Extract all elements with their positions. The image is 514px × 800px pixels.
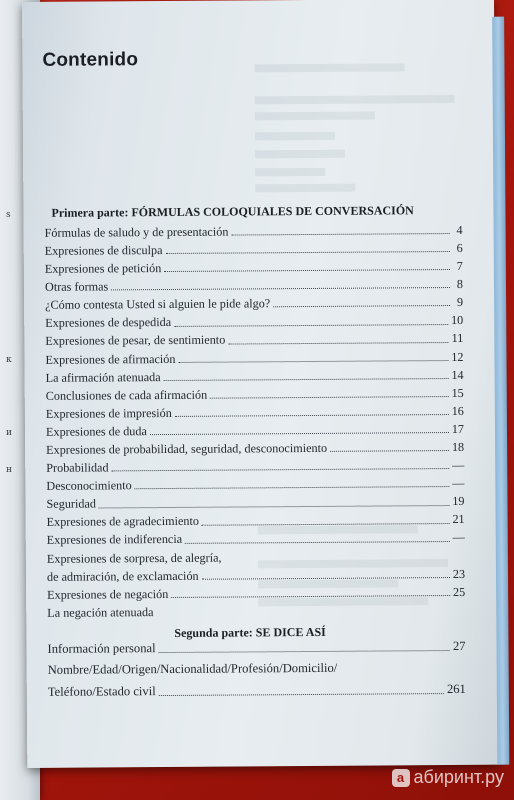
toc-entry-page: 10 [450,313,464,328]
toc-entry-page: 27 [452,638,466,653]
dot-leader [171,595,450,598]
toc-entry-label: Probabilidad [46,460,109,475]
toc-entry-page: 12 [451,349,464,364]
toc-entry-page: 18 [451,439,465,455]
toc-entry-label: Seguridad [46,496,96,512]
toc-entry-page: — [452,458,465,473]
dot-leader [185,541,449,544]
dot-leader [202,577,450,580]
back-page-mark: s [6,210,11,220]
toc-entry-page: 6 [456,240,463,255]
toc-entry-label: La afirmación atenuada [45,369,161,385]
toc-entry-page: 9 [456,295,464,310]
toc-entry-label: de admiración, de exclamación [46,568,199,584]
toc-entry [48,653,466,677]
dot-leader [112,468,450,471]
back-page-mark: и [6,428,12,438]
back-page-mark: к [6,355,12,365]
toc-entry-label: Expresiones de sorpresa, de alegría, [46,550,222,566]
toc-entry-label: Conclusiones de cada afirmación [45,387,208,403]
toc-entry-label: Fórmulas de saludo y de presentación [44,224,229,240]
dot-leader [159,693,444,696]
toc-entry-label: Expresiones de petición [44,261,162,276]
dot-leader [150,432,449,435]
toc-entry-label: Expresiones de indiferencia [46,532,183,548]
book-page [22,0,499,768]
page-title: Contenido [42,49,139,71]
dot-leader [178,360,448,363]
dot-leader [231,233,449,236]
dot-leader [228,342,448,345]
toc-entry-page: — [452,476,465,491]
toc-entry-page: 7 [456,259,463,274]
toc-entry-page: 4 [456,222,463,237]
part-two-title: Segunda parte: SE DICE ASÍ [174,624,326,640]
toc-entry-label: Expresiones de disculpa [44,243,163,258]
toc-entry-label: Expresiones de afirmación [45,351,176,367]
toc-entry-page: 25 [452,584,466,599]
toc-entry-page: 19 [452,494,465,509]
toc-entry-page [455,616,465,617]
toc-entry-label: Expresiones de despedida [45,315,172,331]
dot-leader [164,269,450,272]
toc-entry-label: Expresiones de probabilidad, seguridad, desconocimiento [46,440,328,457]
toc-entry-page: 11 [451,331,464,346]
labirint-logo-icon: a [392,769,410,787]
toc-entry-label: Nombre/Edad/Origen/Nacionalidad/Profesión/Domicilio/ [47,661,338,678]
toc-entry-page: 14 [451,367,464,382]
toc-entry-label: Expresiones de negación [47,586,169,602]
dot-leader [164,378,449,381]
toc-entry-label: Información personal [47,640,156,656]
dot-leader [175,414,449,417]
dot-leader [273,305,450,307]
toc-entry [47,599,465,620]
back-page-mark: н [6,465,12,475]
toc-entry-page: — [452,530,465,545]
toc-entry-page: 17 [451,421,465,436]
page-number: 261 [446,681,466,696]
toc-entry-label: Otras formas [44,279,109,295]
dot-leader [159,650,450,653]
dot-leader [210,396,448,399]
toc-entry-label: Expresiones de agradecimiento [46,514,199,530]
toc-entry-page: 23 [452,566,466,581]
toc-entry-label: Expresiones de pesar, de sentimiento [45,333,226,349]
toc-entry-page: 8 [456,277,464,292]
toc-entry-page: 21 [452,512,465,527]
watermark-text: абиринт.ру [413,767,504,787]
toc-entry-label: Expresiones de duda [45,424,147,439]
dot-leader [99,505,449,508]
toc-entry-page: 15 [451,385,464,400]
dot-leader [111,287,450,290]
toc-entry-label: La negación atenuada [47,604,154,620]
part-two-list [47,632,465,699]
watermark [392,767,504,788]
toc-entry [48,675,466,699]
toc-entry-label: Desconocimiento [46,478,132,494]
toc-entry-label: Expresiones de impresión [45,405,172,421]
part-one-title: Primera parte: FÓRMULAS COLOQUIALES DE CONVERSACIÓN [51,203,414,220]
dot-leader [166,251,450,254]
dot-leader [330,450,449,452]
toc-entry-label: ¿Cómo contesta Usted si alguien le pide algo? [45,296,271,313]
toc-entry-label: Teléfono/Estado civil [47,683,156,699]
dot-leader [174,324,448,327]
part-one-list [45,219,466,620]
dot-leader [135,486,450,489]
toc-entry-page: 16 [451,403,464,418]
dot-leader [202,523,450,526]
toc-entry [47,632,465,656]
